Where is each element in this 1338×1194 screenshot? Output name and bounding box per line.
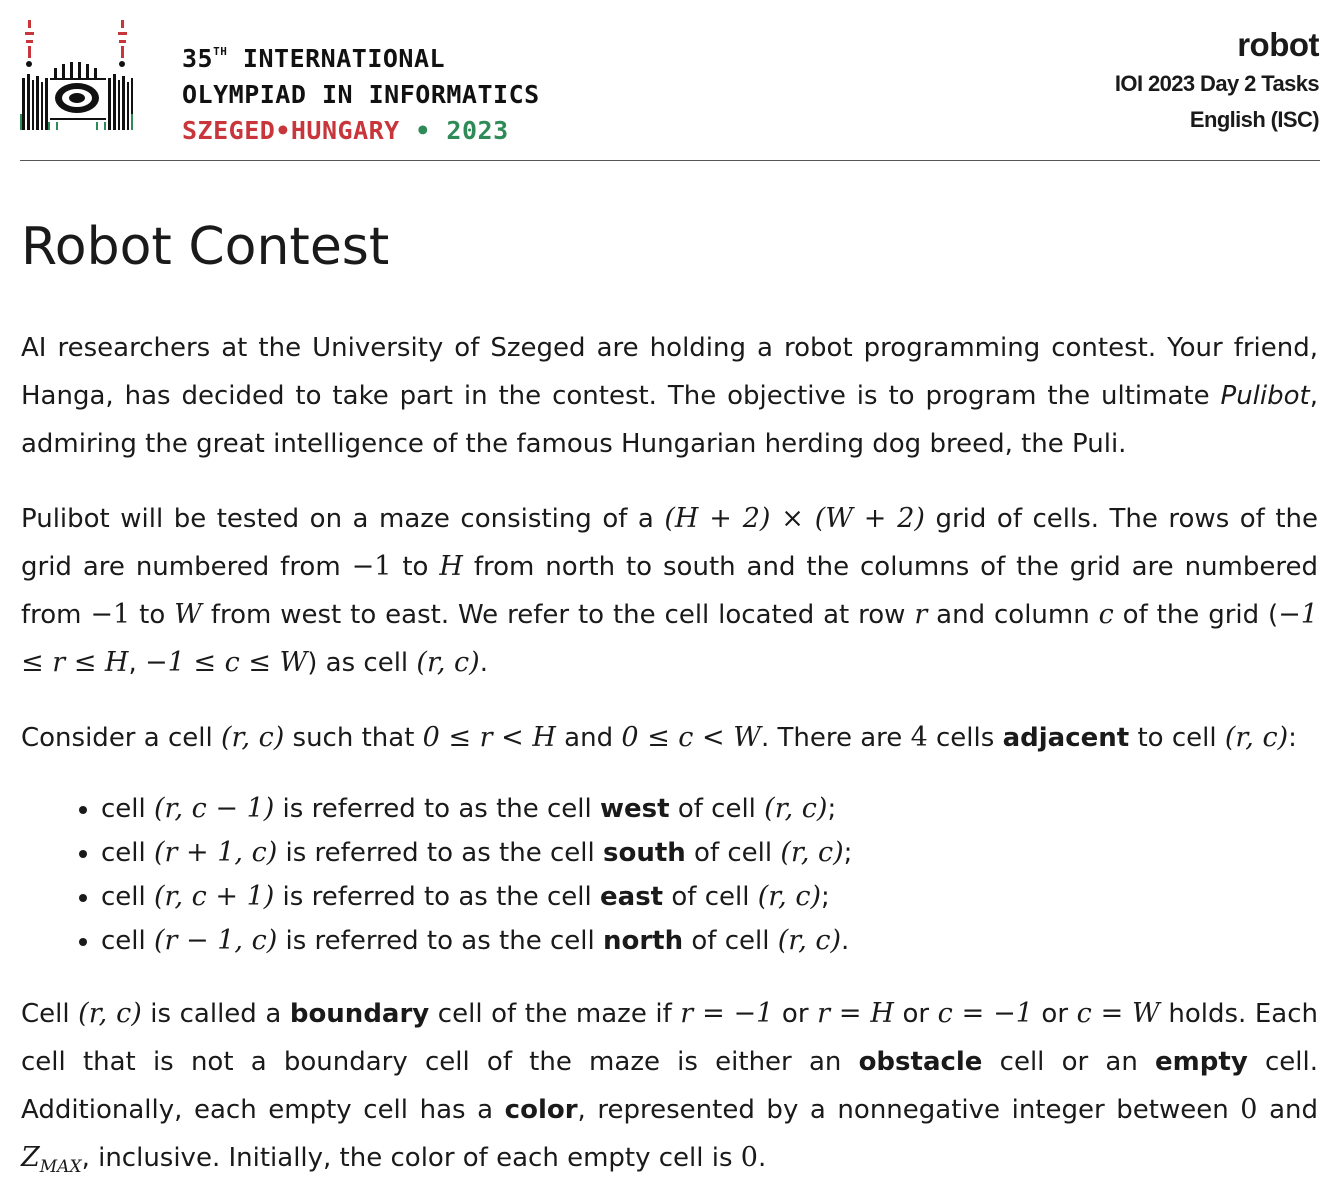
list-item-south: • cell (r + 1, c) is referred to as the cell south of cell (r, c); xyxy=(101,831,1318,875)
contest-label: IOI 2023 Day 2 Tasks xyxy=(1114,71,1319,96)
olympiad-line-1: 35TH INTERNATIONAL xyxy=(182,44,446,73)
list-item-east: • cell (r, c + 1) is referred to as the cell east of cell (r, c); xyxy=(101,875,1318,919)
intro-paragraph: AI researchers at the University of Szeged are holding a robot programming contest. Your friend, Hanga, has decided to take part in the contest. The objective is to program the ultimate Pulibot, admiring the great intelligence of the famous Hungarian herding dog breed, the Puli. xyxy=(21,333,1318,459)
olympiad-location: SZEGED•HUNGARY • 2023 xyxy=(182,116,509,145)
maze-paragraph: Pulibot will be tested on a maze consisting of a (H + 2) × (W + 2) grid of cells. The rows of the grid are numbered from −1 to H from north to south and the columns of the grid are numbered from −1 to W from west to east. We refer to the cell located at row r and column c of the grid (−1 ≤ r ≤ H, −1 ≤ c ≤ W) as cell (r, c). xyxy=(21,503,1319,678)
list-item-west: • cell (r, c − 1) is referred to as the cell west of cell (r, c); xyxy=(101,787,1318,831)
page-header xyxy=(0,0,1338,162)
task-name: robot xyxy=(1237,26,1319,63)
olympiad-line-2: OLYMPIAD IN INFORMATICS xyxy=(182,80,540,109)
header-divider xyxy=(20,160,1320,161)
boundary-paragraph: Cell (r, c) is called a boundary cell of the maze if r = −1 or r = H or c = −1 or c = W holds. Each cell that is not a boundary cell of the maze is either an obstacle cell or an empty cell. Additionally, each empty cell has a color, represented by a nonnegative integer between 0 and $Z_{MAX}$, inclusive. Initially, the color of each empty cell is 0. xyxy=(21,998,1318,1178)
page-title: Robot Contest xyxy=(21,217,390,277)
adjacency-paragraph: Consider a cell (r, c) such that 0 ≤ r < H and 0 ≤ c < W. There are 4 cells adjacent to cell (r, c): xyxy=(21,722,1297,753)
list-item-north: • cell (r − 1, c) is referred to as the cell north of cell (r, c). xyxy=(101,919,1318,963)
ioi-2023-logo-icon xyxy=(20,18,134,132)
adjacent-cells-list xyxy=(21,787,1318,963)
language-label: English (ISC) xyxy=(1189,107,1319,132)
task-meta xyxy=(1115,24,1319,138)
task-statement xyxy=(21,205,1318,1191)
olympiad-title xyxy=(182,34,540,149)
